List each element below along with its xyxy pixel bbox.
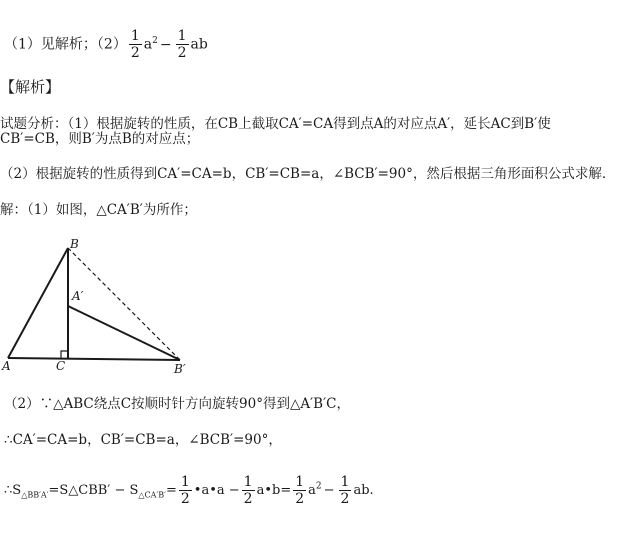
segment-AB bbox=[8, 248, 68, 358]
analysis-line-3: （2）根据旋转的性质得到CA′=CA=b，CB′=CB=a，∠BCB′=90°，然后根据三角形面积公式求解． bbox=[0, 166, 616, 182]
answer-line: （1）见解析；（2） $\frac{1}{2}$ $a^2$ − $\frac{1}{2}$ ab bbox=[4, 28, 208, 61]
dashed-BB-prime bbox=[68, 248, 180, 360]
label-A: A bbox=[2, 359, 11, 373]
analysis-line-1: 试题分析：（1）根据旋转的性质，在CB上截取CA′=CA得到点A的对应点A′，延长AC到B′使 bbox=[0, 116, 551, 132]
final-fraction-1: $\frac{1}{2}$ bbox=[180, 474, 190, 507]
solution-line-1: 解：（1）如图，△CA′B′为所作； bbox=[0, 202, 197, 218]
final-fraction-3: $\frac{1}{2}$ bbox=[295, 474, 305, 507]
final-equation: $\therefore S_{\triangle BB'A'}=S\triangle CBB' - S_{\triangle CA'B'}=$ $\frac{1}{2}$ •a•a − $\frac{1}{2}$ a•b= $\frac{1}{2}$ $a^2$ − $\frac{1}{2}$ ab. bbox=[4, 474, 374, 507]
analysis-line-2: CB′=CB，则B′为点B的对应点； bbox=[0, 131, 200, 147]
label-B: B bbox=[70, 237, 79, 251]
label-B-prime: B′ bbox=[174, 362, 186, 376]
answer-fraction-1: $\frac{1}{2}$ bbox=[130, 28, 140, 61]
analysis-heading: 【解析】 bbox=[0, 78, 61, 96]
label-A-prime: A′ bbox=[72, 289, 84, 303]
solution-part-2: （2）∵△ABC绕点C按顺时针方向旋转90°得到△A′B′C， bbox=[4, 396, 350, 412]
right-angle-mark bbox=[61, 351, 68, 358]
geometry-figure bbox=[0, 236, 240, 376]
solution-therefore-1: ∴CA′=CA=b，CB′=CB=a，∠BCB′=90°， bbox=[4, 432, 282, 448]
answer-prefix: （1）见解析；（2） bbox=[4, 36, 127, 53]
final-fraction-2: $\frac{1}{2}$ bbox=[243, 474, 253, 507]
segment-A-prime-B-prime bbox=[68, 306, 180, 360]
segment-AB-prime bbox=[8, 358, 180, 360]
answer-fraction-2: $\frac{1}{2}$ bbox=[177, 28, 187, 61]
final-fraction-4: $\frac{1}{2}$ bbox=[340, 474, 350, 507]
label-C: C bbox=[56, 359, 66, 373]
